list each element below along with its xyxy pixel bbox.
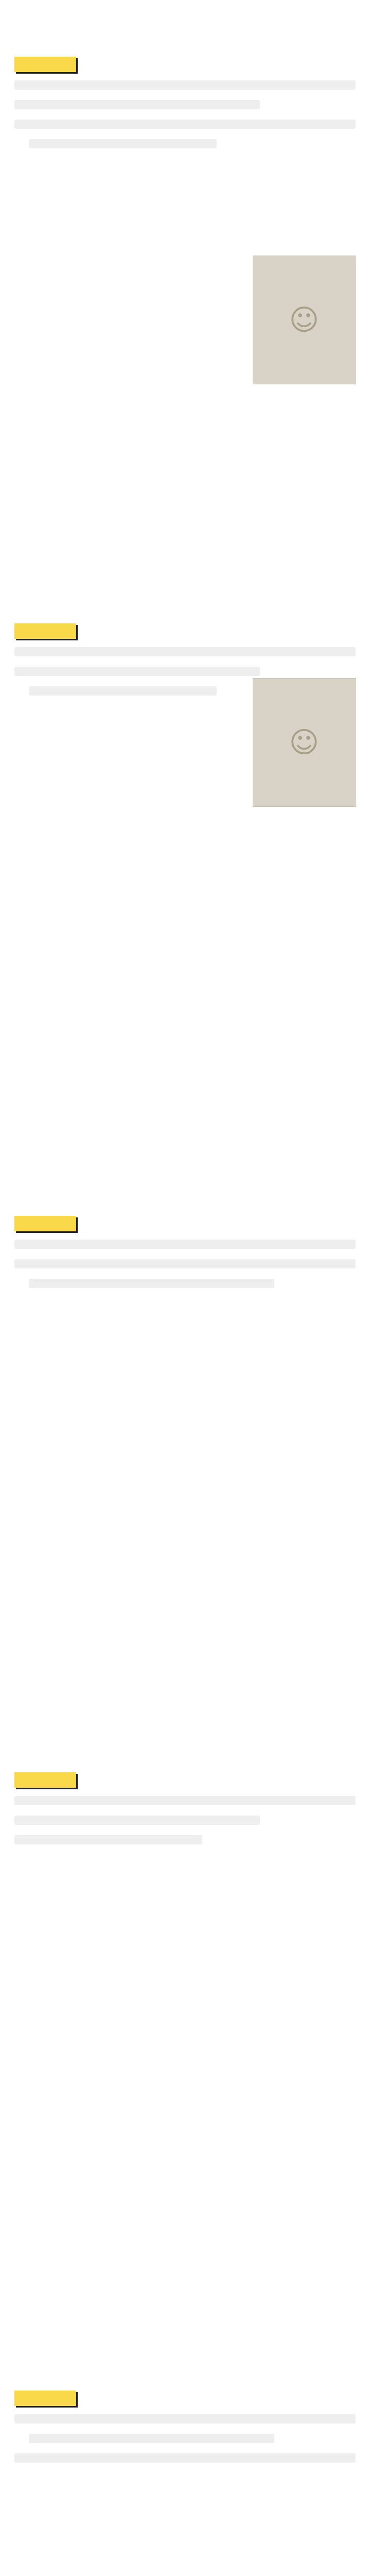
text-line — [14, 1796, 356, 1805]
section-body — [14, 2414, 356, 2576]
section-banner — [14, 2391, 76, 2406]
person-photo-icon: ☺ — [289, 303, 320, 337]
section-banner — [14, 57, 76, 72]
text-line — [14, 2453, 356, 2463]
section-5 — [14, 2383, 356, 2576]
text-line — [14, 1816, 260, 1825]
text-line — [29, 139, 217, 148]
text-line — [29, 686, 217, 696]
section-banner — [14, 623, 76, 639]
text-line — [14, 1835, 202, 1844]
text-line — [14, 647, 356, 656]
character-portrait — [253, 256, 356, 384]
section-banner — [14, 1772, 76, 1788]
text-line — [14, 2414, 356, 2424]
character-portrait — [253, 678, 356, 807]
section-body — [14, 1240, 356, 1755]
text-line — [14, 1259, 356, 1268]
section-2 — [14, 616, 356, 1209]
section-banner — [14, 1216, 76, 1231]
section-1 — [14, 49, 356, 616]
text-line — [29, 2434, 274, 2443]
person-photo-icon: ☺ — [289, 725, 320, 759]
section-3 — [14, 1209, 356, 1765]
title-band — [17, 0, 353, 49]
text-line — [14, 100, 260, 109]
text-line — [14, 80, 356, 90]
section-4 — [14, 1765, 356, 2383]
text-line — [14, 120, 356, 129]
text-line — [29, 1279, 274, 1288]
section-body — [14, 1796, 356, 2373]
text-line — [14, 1240, 356, 1249]
text-line — [14, 667, 260, 676]
